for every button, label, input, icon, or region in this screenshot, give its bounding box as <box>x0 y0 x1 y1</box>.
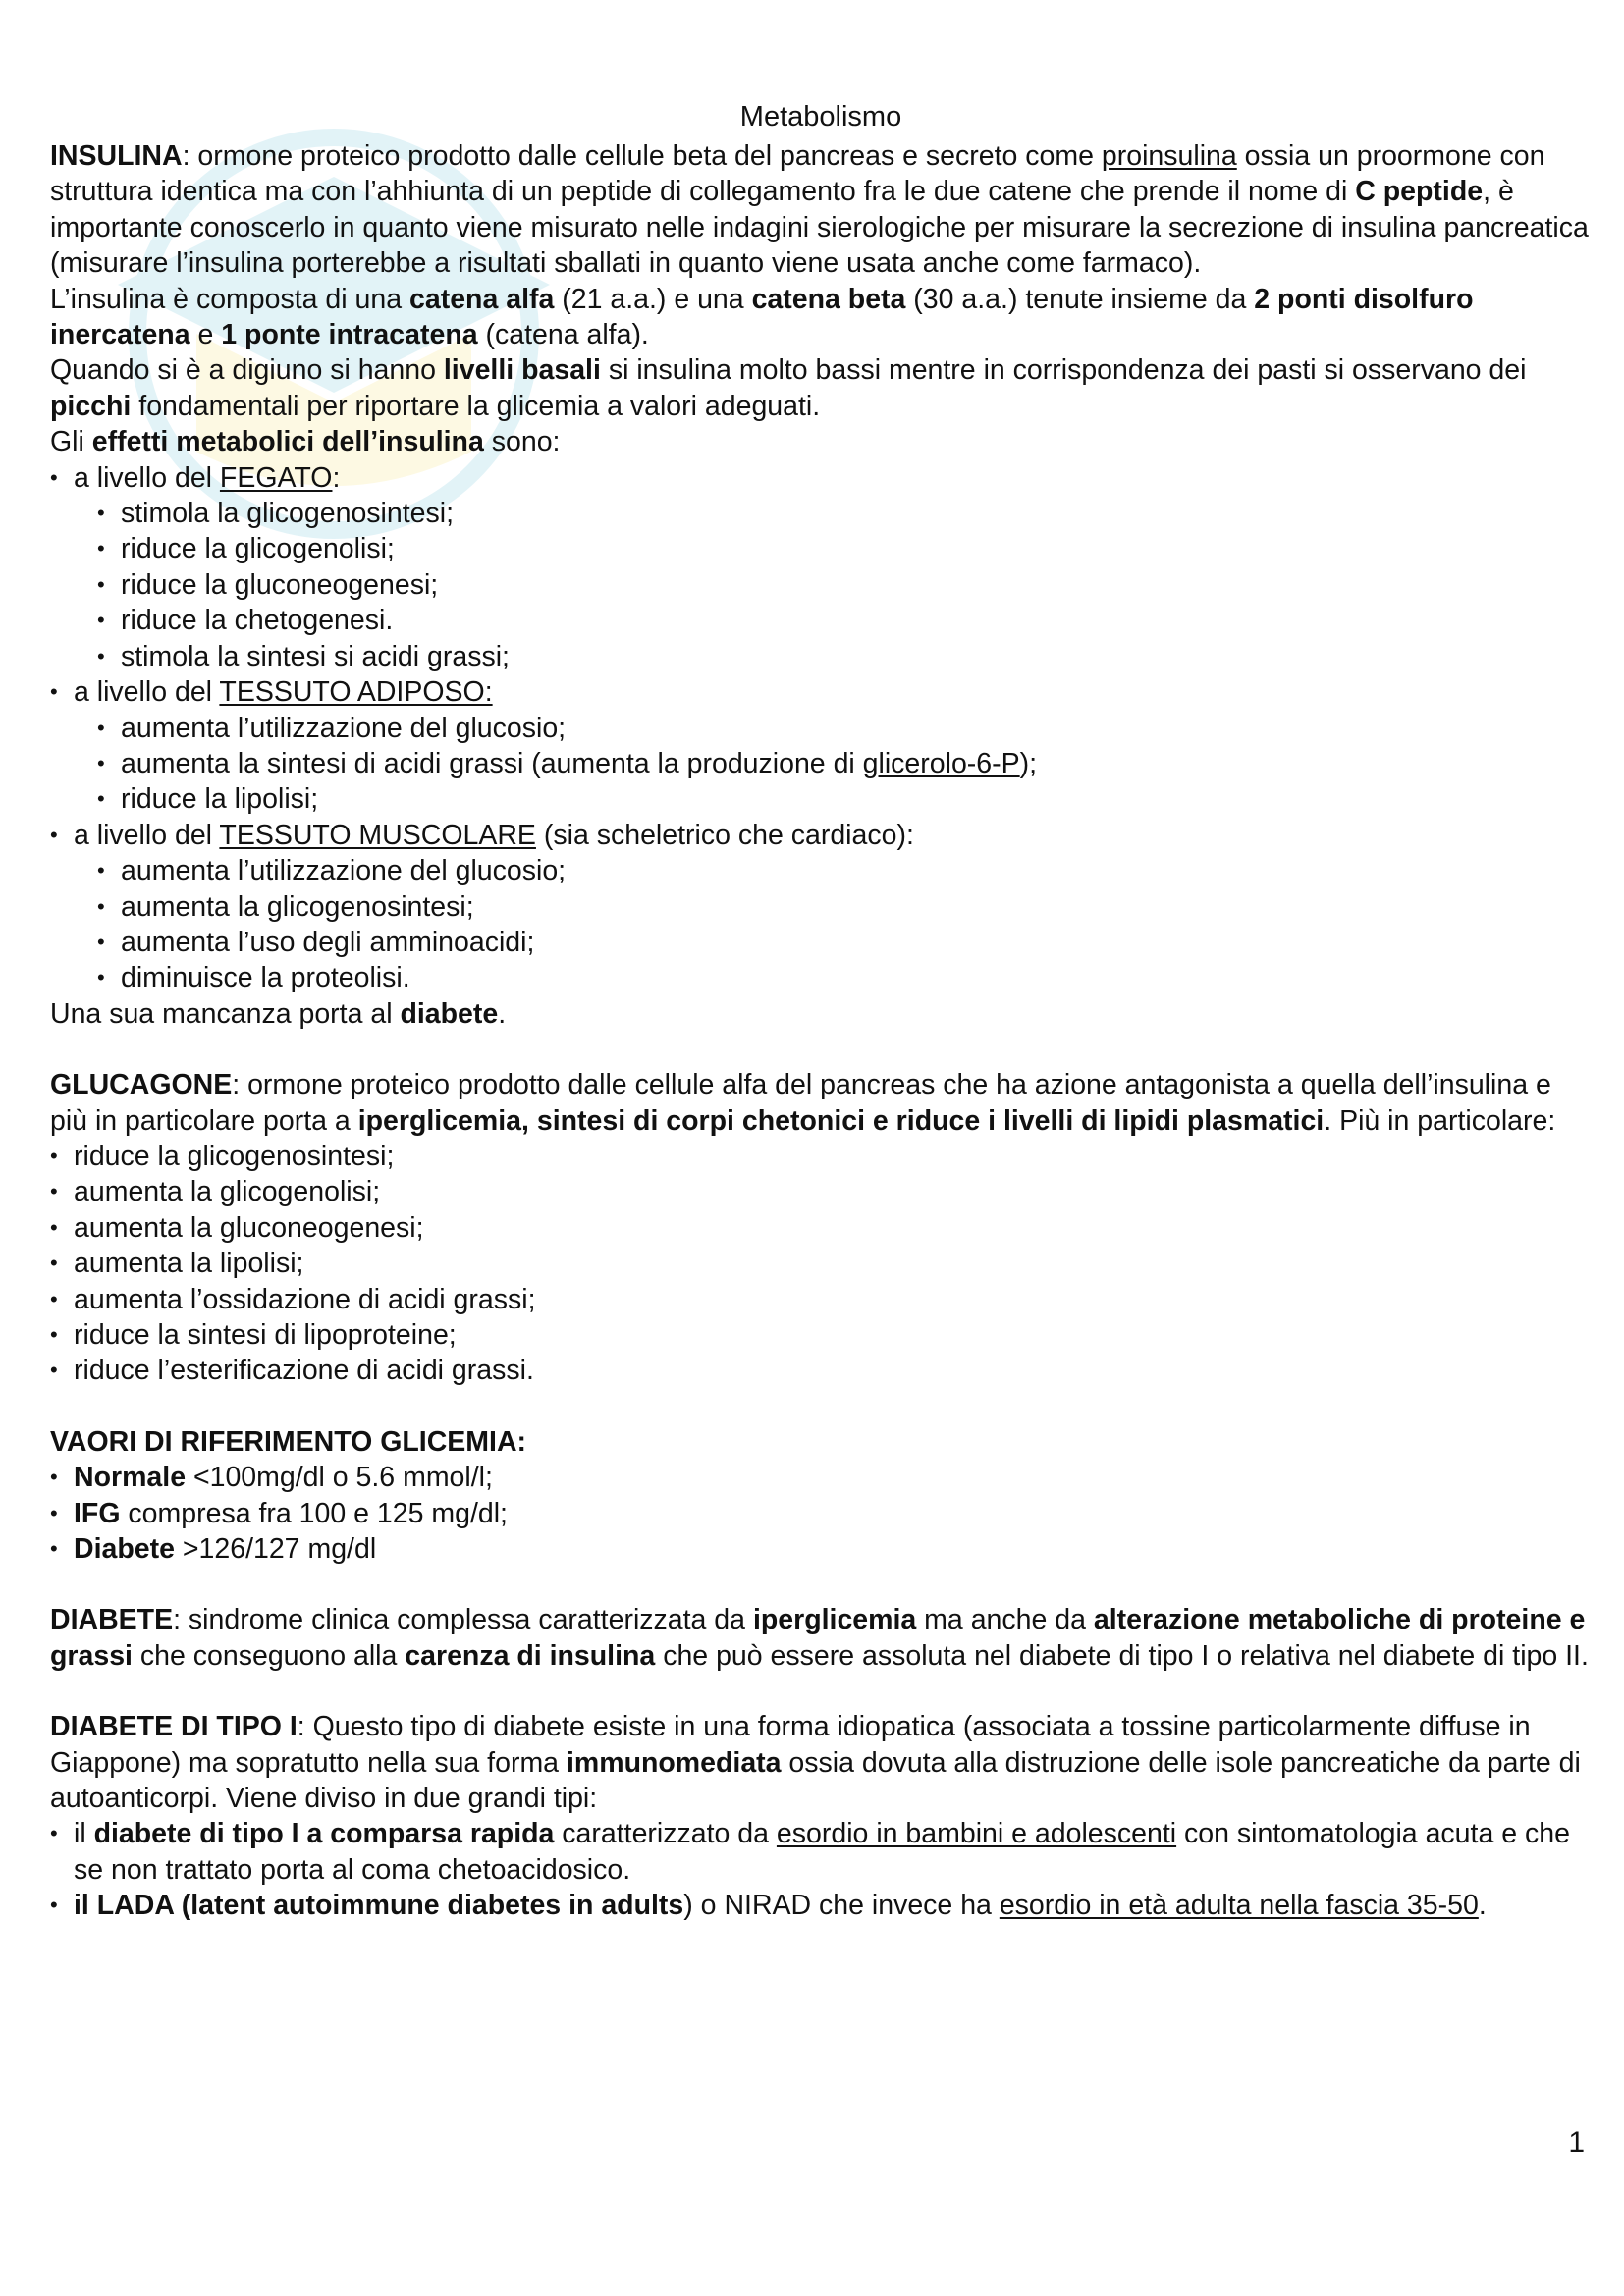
list-item: • riduce la glicogenosintesi; <box>50 1139 1592 1174</box>
document-body <box>50 98 1592 1924</box>
list-item: • il LADA (latent autoimmune diabetes in adults) o NIRAD che invece ha esordio in età adulta nella fascia 35-50. <box>50 1888 1592 1923</box>
list-item: • stimola la sintesi si acidi grassi; <box>97 639 1592 674</box>
insulina-closing: Una sua mancanza porta al diabete. <box>50 997 507 1030</box>
list-item: • il diabete di tipo I a comparsa rapida caratterizzato da esordio in bambini e adolescenti con sintomatologia acuta e che se non trattato porta al coma chetoacidosico. <box>50 1816 1592 1888</box>
list-item: • riduce la sintesi di lipoproteine; <box>50 1317 1592 1353</box>
list-item: • aumenta l’utilizzazione del glucosio; <box>97 711 1592 746</box>
list-item: • riduce la glicogenolisi; <box>97 531 1592 566</box>
insulina-effects-intro: Gli effetti metabolici dell’insulina sono: <box>50 426 561 458</box>
diabete-tipo1-heading: DIABETE DI TIPO I <box>50 1711 298 1743</box>
page-number: 1 <box>1568 2126 1585 2159</box>
list-item: • Diabete >126/127 mg/dl <box>50 1531 1592 1567</box>
list-item: • riduce la gluconeogenesi; <box>97 567 1592 603</box>
insulina-paragraph: INSULINA: ormone proteico prodotto dalle cellule beta del pancreas e secreto come proinsulina ossia un proormone con struttura identica ma con l’ahhiunta di un peptide di collegamento fra le due catene che prende il nome di C peptide, è importante conoscerlo in quanto viene misurato nelle indagini sierologiche per misurare la secrezione di insulina pancreatica (misurare l’insulina porterebbe a risultati sballati in quanto viene usata anche come farmaco). <box>50 140 1589 280</box>
muscolare-sublist <box>74 853 1592 996</box>
list-item: • aumenta la glicogenosintesi; <box>97 889 1592 925</box>
list-item: • Normale <100mg/dl o 5.6 mmol/l; <box>50 1460 1592 1495</box>
glucagone-paragraph: GLUCAGONE: ormone proteico prodotto dalle cellule alfa del pancreas che ha azione antagonista a quella dell’insulina e più in particolare porta a iperglicemia, sintesi di corpi chetonici e riduce i livelli di lipidi plasmatici. Più in particolare: <box>50 1069 1556 1137</box>
insulina-heading: INSULINA <box>50 140 183 172</box>
adiposo-sublist <box>74 711 1592 818</box>
list-item: • aumenta la gluconeogenesi; <box>50 1210 1592 1246</box>
list-item: • aumenta l’ossidazione di acidi grassi; <box>50 1282 1592 1317</box>
insulina-effects-list <box>50 460 1592 996</box>
list-item: • stimola la glicogenosintesi; <box>97 496 1592 531</box>
glucagone-effects-list <box>50 1139 1592 1389</box>
fegato-sublist <box>74 496 1592 674</box>
list-item: • riduce la chetogenesi. <box>97 603 1592 638</box>
diabete-tipo1-list <box>50 1816 1592 1923</box>
page-title: Metabolismo <box>739 101 902 133</box>
list-item: • diminuisce la proteolisi. <box>97 960 1592 995</box>
list-item: • aumenta la glicogenolisi; <box>50 1174 1592 1209</box>
insulina-levels-paragraph: Quando si è a digiuno si hanno livelli basali si insulina molto bassi mentre in corrispondenza dei pasti si osservano dei picchi fondamentali per riportare la glicemia a valori adeguati. <box>50 354 1527 422</box>
list-item: • riduce l’esterificazione di acidi grassi. <box>50 1353 1592 1388</box>
list-item: • riduce la lipolisi; <box>97 781 1592 817</box>
glucagone-heading: GLUCAGONE <box>50 1069 233 1101</box>
list-item: • IFG compresa fra 100 e 125 mg/dl; <box>50 1496 1592 1531</box>
valori-heading: VAORI DI RIFERIMENTO GLICEMIA: <box>50 1425 527 1458</box>
list-item: • aumenta la lipolisi; <box>50 1246 1592 1281</box>
list-item: • aumenta la sintesi di acidi grassi (aumenta la produzione di glicerolo-6-P); <box>97 746 1592 781</box>
list-item-fegato: • a livello del FEGATO: • stimola la glicogenosintesi; • riduce la glicogenolisi; • riduce la gluconeogenesi; • riduce la chetogenesi. • stimola la sintesi si acidi grassi; <box>50 460 1592 674</box>
proinsulina-term: proinsulina <box>1101 140 1237 172</box>
list-item-tessuto-adiposo: • a livello del TESSUTO ADIPOSO: • aumenta l’utilizzazione del glucosio; • aumenta la sintesi di acidi grassi (aumenta la produzione di glicerolo-6-P); • riduce la lipolisi; <box>50 674 1592 818</box>
diabete-tipo1-paragraph: DIABETE DI TIPO I: Questo tipo di diabete esiste in una forma idiopatica (associata a tossine particolarmente diffuse in Giappone) ma sopratutto nella sua forma immunomediata ossia dovuta alla distruzione delle isole pancreatiche da parte di autoanticorpi. Viene diviso in due grandi tipi: <box>50 1711 1581 1815</box>
list-item-tessuto-muscolare: • a livello del TESSUTO MUSCOLARE (sia scheletrico che cardiaco): • aumenta l’utilizzazione del glucosio; • aumenta la glicogenosintesi; • aumenta l’uso degli amminoacidi; • diminuisce la proteolisi. <box>50 818 1592 996</box>
valori-list <box>50 1460 1592 1567</box>
list-item: • aumenta l’uso degli amminoacidi; <box>97 925 1592 960</box>
insulina-structure-paragraph: L’insulina è composta di una catena alfa (21 a.a.) e una catena beta (30 a.a.) tenute insieme da 2 ponti disolfuro inercatena e 1 ponte intracatena (catena alfa). <box>50 283 1474 351</box>
list-item: • aumenta l’utilizzazione del glucosio; <box>97 853 1592 888</box>
diabete-paragraph: DIABETE: sindrome clinica complessa caratterizzata da iperglicemia ma anche da alterazione metaboliche di proteine e grassi che conseguono alla carenza di insulina che può essere assoluta nel diabete di tipo I o relativa nel diabete di tipo II. <box>50 1604 1589 1672</box>
diabete-heading: DIABETE <box>50 1604 174 1636</box>
